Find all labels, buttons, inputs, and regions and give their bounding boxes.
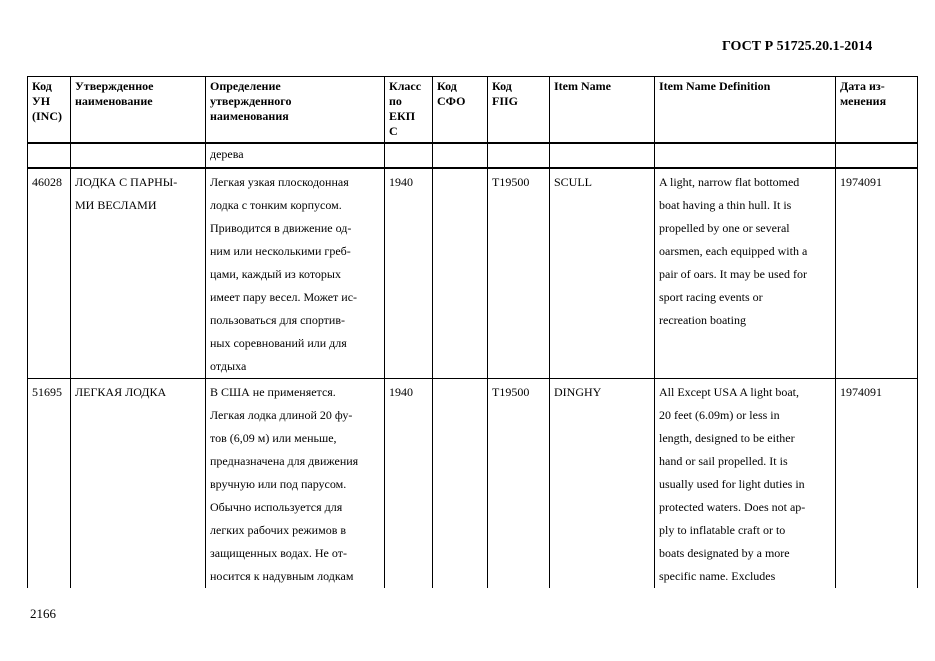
col-header-change-date: Дата из- менения (836, 77, 918, 144)
item-name-definition: A light, narrow flat bottomed boat having a thin hull. It is propelled by one or several oarsmen, each equipped with a pair of oars. It may be used for sport racing events or recreation boating (655, 168, 836, 379)
col-header-class: Класс по ЕКП С (385, 77, 433, 144)
fiig-code: T19500 (488, 379, 550, 589)
change-date: 1974091 (836, 168, 918, 379)
page-number: 2166 (30, 606, 56, 621)
inc-code: 46028 (28, 168, 71, 379)
approved-name-definition: В США не применяется. Легкая лодка длиной 20 фу- тов (6,09 м) или меньше, предназначена для движения вручную или под парусом. Обычно используется для легких рабочих режимов в защищенных водах. Не от- носится к надувным лодкам (206, 379, 385, 589)
class-code: 1940 (385, 379, 433, 589)
col-header-inc: Код УН (INC) (28, 77, 71, 144)
fiig-code: T19500 (488, 168, 550, 379)
sfo-code (433, 168, 488, 379)
classification-table (27, 76, 918, 588)
col-header-definition: Определение утвержденного наименования (206, 77, 385, 144)
approved-name-definition: Легкая узкая плоскодонная лодка с тонким корпусом. Приводится в движение од- ним или несколькими греб- цами, каждый из которых имеет пару весел. Может ис- пользоваться для спортив- ных соревнований или для отдыха (206, 168, 385, 379)
item-name: DINGHY (550, 379, 655, 589)
col-header-item-definition: Item Name Definition (655, 77, 836, 144)
inc-code: 51695 (28, 379, 71, 589)
class-code: 1940 (385, 168, 433, 379)
change-date: 1974091 (836, 379, 918, 589)
item-name: SCULL (550, 168, 655, 379)
table-row (28, 379, 918, 589)
col-header-approved-name: Утвержденное наименование (71, 77, 206, 144)
approved-name: ЛЕГКАЯ ЛОДКА (71, 379, 206, 589)
table-header-row (28, 77, 918, 144)
col-header-sfo: Код СФО (433, 77, 488, 144)
item-name-definition: All Except USA A light boat, 20 feet (6.09m) or less in length, designed to be either hand or sail propelled. It is usually used for light duties in protected waters. Does not ap- ply to inflatable craft or to boats designated by a more specific name. Excludes (655, 379, 836, 589)
col-header-fiig: Код FIIG (488, 77, 550, 144)
sfo-code (433, 379, 488, 589)
document-header: ГОСТ Р 51725.20.1-2014 (722, 39, 873, 54)
continuation-row (28, 143, 918, 168)
col-header-item-name: Item Name (550, 77, 655, 144)
table-row (28, 168, 918, 379)
continuation-definition: дерева (206, 143, 385, 168)
approved-name: ЛОДКА С ПАРНЫ- МИ ВЕСЛАМИ (71, 168, 206, 379)
